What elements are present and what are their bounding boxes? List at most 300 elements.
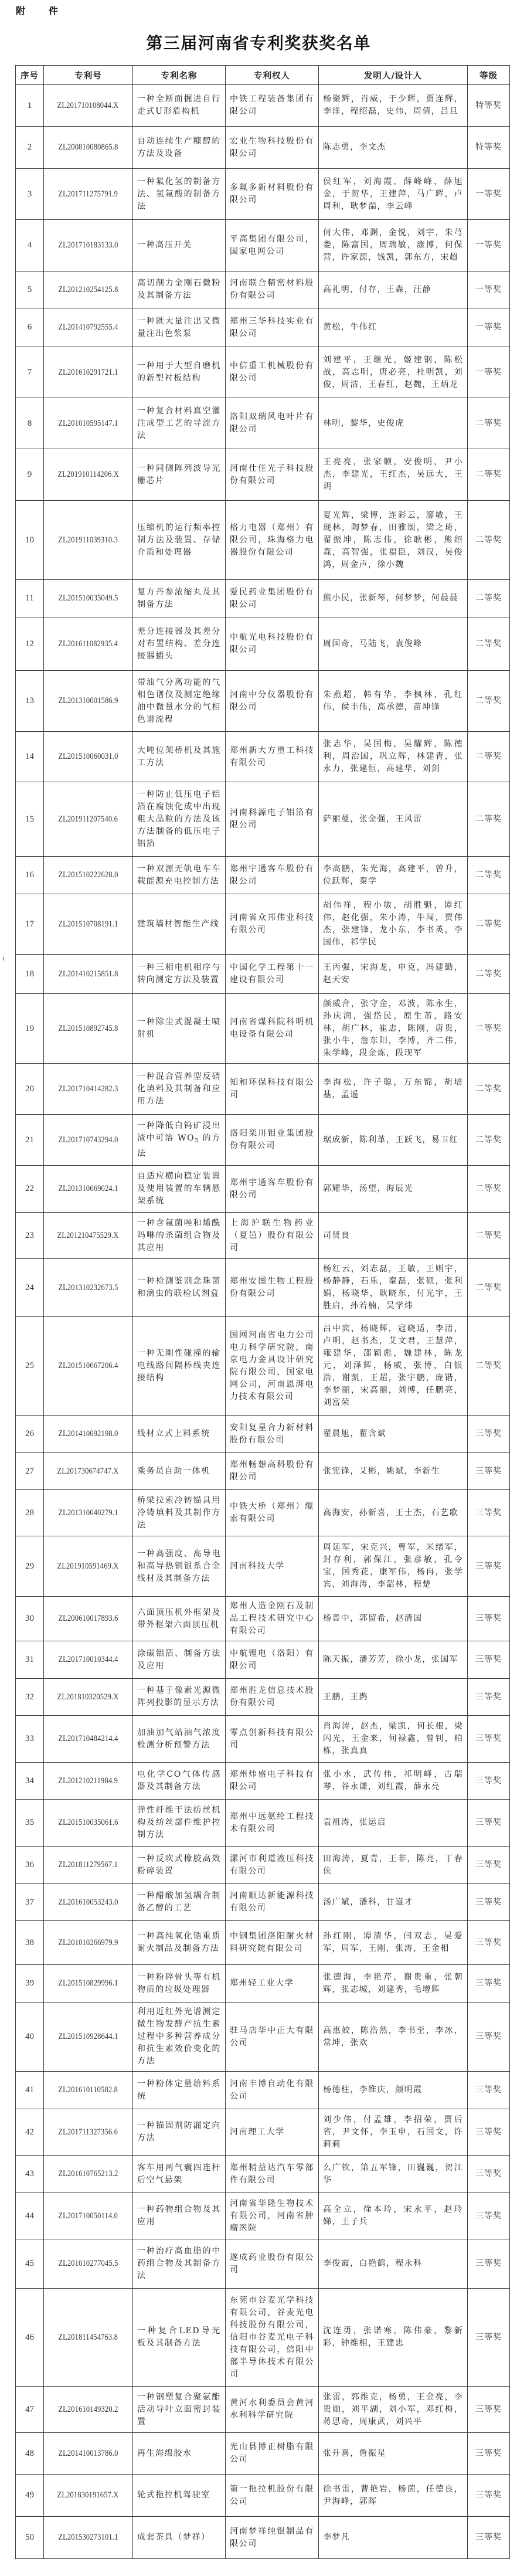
patentee-cell: 知和环保科技有限公司 (226, 1064, 319, 1115)
patent-name-cell: 一种复合材料真空灌注成型工艺的导流方法 (133, 398, 226, 449)
patentee-cell: 洛阳栾川钼业集团股份有限公司 (226, 1115, 319, 1166)
table-row (16, 220, 510, 271)
inventors-cell: 刘建平，王继光，姬建钢，陈松战，高志明，唐必亮，杜明凯，刘俊，周洁，王春红，赵魏，王炳龙 (319, 347, 468, 398)
patentee-cell: 河南科技大学 (226, 1536, 319, 1597)
patent-name-cell: 一种用于大型自磨机的新型衬板结构 (133, 347, 226, 398)
grade-cell: 二等奖 (468, 732, 510, 782)
inventors-cell: 孙红刚，谭清华，闫双志，吴爱军，周军，王刚，张涛，王金相 (319, 1921, 468, 1965)
table-row (16, 1763, 510, 1800)
patent-no-text: ZL201911207540.6 (58, 814, 118, 824)
patentee-cell: 郑州三华科技实业有限公司 (226, 308, 319, 347)
table-row (16, 1679, 510, 1716)
table-row (16, 782, 510, 857)
table-row (16, 2289, 510, 2387)
table-row (16, 1536, 510, 1597)
patent-name-cell: 差分连接器及其差分对布置结构、差分连接器插头 (133, 617, 226, 671)
header-patent-name: 专利名称 (133, 66, 226, 85)
table-row (16, 732, 510, 782)
patent-name-cell: 一种复合LED导光板及其制备方法 (133, 2289, 226, 2387)
serial-no-cell: 34 (16, 1763, 44, 1800)
serial-no-cell: 45 (16, 2239, 44, 2289)
patentee-cell: 河南中分仪器股份有限公司 (226, 671, 319, 732)
serial-no-cell: 17 (16, 894, 44, 955)
patent-no-text: ZL201710484214.4 (58, 1734, 118, 1743)
patent-no-cell (44, 2239, 133, 2289)
patent-name-cell: 一种高强度、高导电和高导热铜银系合金线材及其制备方法 (133, 1536, 226, 1597)
patent-no-cell (44, 894, 133, 955)
table-row (16, 894, 510, 955)
patentee-cell: 中铁工程装备集团有限公司 (226, 85, 319, 127)
grade-cell: 三等奖 (468, 1490, 510, 1536)
patent-name-cell: 一种防止低压电子铝箔在腐蚀化成中出现粗大晶粒的方法及该方法制备的低压电子铝箔 (133, 782, 226, 857)
grade-cell: 三等奖 (468, 2289, 510, 2387)
serial-no-cell: 9 (16, 449, 44, 501)
inventors-cell: 杨德柱，李维庆，颜明霞 (319, 2072, 468, 2109)
serial-no-cell: 42 (16, 2109, 44, 2156)
grade-cell: 二等奖 (468, 955, 510, 994)
table-row (16, 169, 510, 220)
patentee-cell: 郑州人造金刚石及制品工程技术研究中心有限公司 (226, 1597, 319, 1641)
patent-no-text: ZL201811454763.8 (58, 2332, 118, 2342)
patent-no-text: ZL201510060031.0 (58, 752, 118, 761)
patent-no-text: ZL201910114206.X (57, 470, 119, 479)
table-row (16, 1115, 510, 1166)
inventors-cell: 张宪锋，艾彬，姚斌，李新生 (319, 1453, 468, 1490)
table-row (16, 1800, 510, 1847)
serial-no-cell: 30 (16, 1597, 44, 1641)
patentee-cell: 遂成药业股份有限公司 (226, 2239, 319, 2289)
serial-no-cell: 14 (16, 732, 44, 782)
patent-name-cell: 自动连续生产糠醇的方法及设备 (133, 127, 226, 169)
serial-no-cell: 22 (16, 1166, 44, 1213)
patentee-cell: 黄河水利委员会黄河水利科学研究院 (226, 2387, 319, 2433)
serial-no-cell: 19 (16, 994, 44, 1064)
header-inventors: 发明人/设计人 (319, 66, 468, 85)
patentee-cell: 零点创新科技有限公司 (226, 1716, 319, 1763)
inventors-cell: 张德海，李艳芹，谢贵重，张朝辉，张志城，刘建秀，毛增辉 (319, 1965, 468, 2003)
grade-cell: 三等奖 (468, 2109, 510, 2156)
grade-cell: 二等奖 (468, 580, 510, 617)
patent-name-cell: 一种降低白钨矿浸出渣中可溶 $WO_3$ 的方法 (133, 1115, 226, 1166)
patent-no-text: ZL201510892745.8 (58, 1023, 118, 1033)
patent-name-cell: 一种氟化氢的制备方法、氢氟酸的制备方法 (133, 169, 226, 220)
inventors-cell: 肖海涛，赵杰，梁凯，何长根，梁闪光，王金来，何禄鑫，曾钊，柏栋，张真真 (319, 1716, 468, 1763)
patentee-cell: 光山县博正树脂有限公司 (226, 2433, 319, 2475)
patent-no-cell (44, 1064, 133, 1115)
patent-name-cell: 线材立式上料系统 (133, 1416, 226, 1453)
serial-no-cell: 1 (16, 85, 44, 127)
table-row (16, 449, 510, 501)
serial-no-cell: 39 (16, 1965, 44, 2003)
patent-no-text: ZL201610110582.8 (58, 2085, 118, 2095)
patent-name-cell: 一种反吹式橡胶高效粉碎装置 (133, 1847, 226, 1884)
grade-cell: 三等奖 (468, 1641, 510, 1679)
patentee-cell: 中钢集团洛阳耐火材料研究院有限公司 (226, 1921, 319, 1965)
patent-no-cell (44, 449, 133, 501)
patent-no-text: ZL201510035049.5 (58, 593, 118, 603)
patentee-cell: 东莞市谷麦光学科技有限公司，谷麦光电科技股份有限公司，信阳市谷麦光电子科技有限公司，信阳中部半导体技术有限公司 (226, 2289, 319, 2387)
grade-cell: 二等奖 (468, 1259, 510, 1317)
patent-name-cell: 桥梁拉索冷铸锚具用冷铸填料及其制作方法 (133, 1490, 226, 1536)
inventors-cell: 郭耀华，汤望，海辰光 (319, 1166, 468, 1213)
inventors-cell: 李海松，许子聪，万东锦，胡培基，孟遥 (319, 1064, 468, 1115)
table-row (16, 671, 510, 732)
patentee-cell: 郑州精益达汽车零部件有限公司 (226, 2156, 319, 2193)
patent-no-text: ZL201510667206.4 (58, 1361, 118, 1370)
serial-no-cell: 35 (16, 1800, 44, 1847)
inventors-cell: 夏光辉，梁博，连彩云，廖敏，王现林，陶梦春，田雅颂，梁之琦，翟振坤，陈志伟，徐耿彬，熊绍森，高智强，张福臣，刘汉，吴俊鸿，周金声，徐小魏 (319, 501, 468, 580)
patent-no-text: ZL201410792555.4 (58, 323, 118, 332)
patent-no-text: ZL201710414282.3 (58, 1084, 118, 1094)
patentee-cell: 格力电器（郑州）有限公司，珠海格力电器股份有限公司 (226, 501, 319, 580)
grade-cell: 一等奖 (468, 347, 510, 398)
table-row (16, 127, 510, 169)
serial-no-cell: 27 (16, 1453, 44, 1490)
inventors-cell: 高惠姣，陈浩然，李书至，李冰，常坤，张欢 (319, 2003, 468, 2072)
patent-no-text: ZL201410215851.8 (58, 969, 118, 979)
patent-no-cell (44, 1921, 133, 1965)
serial-no-cell: 50 (16, 2517, 44, 2559)
table-row (16, 1317, 510, 1416)
patent-no-text: ZL201610765213.2 (58, 2169, 118, 2178)
grade-cell: 三等奖 (468, 2475, 510, 2517)
patent-no-cell (44, 1536, 133, 1597)
serial-no-cell: 26 (16, 1416, 44, 1453)
inventors-cell: 沈连勇，张诺寒，陈伟豪，黎新彩，钟维相，王建忠 (319, 2289, 468, 2387)
patentee-cell: 第一拖拉机股份有限公司 (226, 2475, 319, 2517)
grade-cell: 一等奖 (468, 169, 510, 220)
patent-no-text: ZL201711327356.6 (58, 2127, 118, 2137)
grade-cell: 一等奖 (468, 308, 510, 347)
patent-name-cell: 一种既大量注出又微量注出色浆泵 (133, 308, 226, 347)
grade-cell: 三等奖 (468, 1679, 510, 1716)
inventors-cell: 张小水，武传伟，祁明峰，古瑞琴，谷永谦，刘红霞，薛永亮 (319, 1763, 468, 1800)
patent-no-text: ZL201210211984.9 (58, 1776, 118, 1786)
patent-no-text: ZL201610053243.0 (58, 1897, 118, 1907)
serial-no-cell: 36 (16, 1847, 44, 1884)
inventors-cell: 颜威合，张守金，邓波，陈永生，孙庆润，强岱民，原生芾，路安林，胡广林，崔忠，陈刚，唐贵，张小牛，詹东阳，李博，齐二伟，朱学峰，段金炼，段现军 (319, 994, 468, 1064)
patentee-cell: 郑州炜盛电子科技有限公司 (226, 1763, 319, 1800)
patent-no-cell (44, 271, 133, 308)
serial-no-cell: 24 (16, 1259, 44, 1317)
grade-cell: 三等奖 (468, 1716, 510, 1763)
patent-no-text: ZL201310669024.1 (58, 1184, 118, 1193)
patent-no-text: ZL201710183133.0 (58, 240, 118, 250)
patentee-cell: 安阳复星合力新材料股份有限公司 (226, 1416, 319, 1453)
patent-no-text: ZL201310001586.9 (58, 696, 118, 705)
grade-cell: 二等奖 (468, 1166, 510, 1213)
grade-cell: 二等奖 (468, 1064, 510, 1115)
patent-name-cell: 一种检测鉴别念珠菌和滴虫的联检试剂盒 (133, 1259, 226, 1317)
patent-no-cell (44, 580, 133, 617)
table-row (16, 2387, 510, 2433)
patent-no-cell (44, 857, 133, 894)
grade-cell: 二等奖 (468, 894, 510, 955)
table-row (16, 1597, 510, 1641)
patent-name-cell: 一种醋酸加氢耦合制备乙醇的工艺 (133, 1884, 226, 1921)
patentee-cell: 上海沪联生物药业（夏邑）股份有限公司 (226, 1213, 319, 1259)
patent-no-cell (44, 994, 133, 1064)
patent-no-cell (44, 1800, 133, 1847)
grade-cell: 二等奖 (468, 398, 510, 449)
patent-no-text: ZL201530273101.1 (58, 2533, 118, 2542)
patent-no-text: ZL200610017893.6 (58, 1614, 118, 1623)
header-patent-no: 专利号 (44, 66, 133, 85)
patentee-cell: 平高集团有限公司，国家电网公司 (226, 220, 319, 271)
patentee-cell: 洛阳双瑞风电叶片有限公司 (226, 398, 319, 449)
patent-no-cell (44, 1965, 133, 2003)
patent-no-text: ZL201510708191.1 (58, 919, 118, 929)
patent-name-cell: 一种无刚性碰撞的输电线路间隔棒线夹连接结构 (133, 1317, 226, 1416)
table-body (16, 85, 510, 2559)
inventors-cell: 汤广斌，潘科，甘道才 (319, 1884, 468, 1921)
patent-name-cell: 一种高压开关 (133, 220, 226, 271)
inventors-cell: 刘少伟，付孟雄，李招荣，贾后省，尹文怀，李玉申，石国文，许莉莉 (319, 2109, 468, 2156)
serial-no-cell: 46 (16, 2289, 44, 2387)
table-row (16, 617, 510, 671)
patent-no-cell (44, 1884, 133, 1921)
table-row (16, 1064, 510, 1115)
grade-cell: 三等奖 (468, 2239, 510, 2289)
grade-cell: 特等奖 (468, 85, 510, 127)
table-row (16, 580, 510, 617)
grade-cell: 一等奖 (468, 220, 510, 271)
patentee-cell: 中航光电科技股份有限公司 (226, 617, 319, 671)
table-row (16, 85, 510, 127)
serial-no-cell: 23 (16, 1213, 44, 1259)
patentee-cell: 河南省煤科院科明机电设备有限公司 (226, 994, 319, 1064)
table-row (16, 1213, 510, 1259)
inventors-cell: 杨晋中，郭留希，赵清国 (319, 1597, 468, 1641)
patentee-cell: 漯河市利道液压科技有限公司 (226, 1847, 319, 1884)
patent-no-cell (44, 2517, 133, 2559)
grade-cell: 二等奖 (468, 782, 510, 857)
patent-no-cell (44, 1679, 133, 1716)
patent-name-cell: 加油加气站油气浓度检测分析预警方法 (133, 1716, 226, 1763)
patent-no-cell (44, 617, 133, 671)
grade-cell: 二等奖 (468, 671, 510, 732)
patent-no-cell (44, 2433, 133, 2475)
grade-cell: 三等奖 (468, 1416, 510, 1453)
patent-no-text: ZL201510829996.1 (58, 1978, 118, 1988)
patent-no-cell (44, 501, 133, 580)
patentee-cell: 郑州轻工业大学 (226, 1965, 319, 2003)
patent-no-cell (44, 782, 133, 857)
inventors-cell: 胡伟祥，程小敏，胡胜魁，谭红伟，赵化强，朱小涛，牛闯，贾伟杰，张建锋，龙小东，李书英，李国伟，祁学民 (319, 894, 468, 955)
patentee-cell: 宏业生物科技股份有限公司 (226, 127, 319, 169)
serial-no-cell: 48 (16, 2433, 44, 2475)
scan-artifact-mark (3, 957, 4, 961)
patent-no-text: ZL201510035061.6 (58, 1818, 118, 1827)
table-header-row (16, 66, 510, 85)
patent-no-text: ZL201730674747.X (57, 1466, 119, 1476)
inventors-cell: 朱燕超，韩有华，李枫林，孔红伟，侯丰伟，高承德，苗坤锋 (319, 671, 468, 732)
patent-no-cell (44, 1317, 133, 1416)
table-row (16, 1490, 510, 1536)
inventors-cell: 司贤良 (319, 1213, 468, 1259)
patent-no-text: ZL201510928644.1 (58, 2032, 118, 2041)
patent-no-text: ZL201010595147.1 (58, 418, 118, 428)
table-row (16, 1716, 510, 1763)
patent-name-cell: 一种治疗高血脂的中药组合物及其制备方法 (133, 2239, 226, 2289)
patent-no-text: ZL201310040279.1 (58, 1508, 118, 1518)
serial-no-cell: 21 (16, 1115, 44, 1166)
inventors-cell: 杨聚辉，肖威，于少辉，贾连辉，李洋，程绍磊，史伟，周倩，吕旦 (319, 85, 468, 127)
table-row (16, 2517, 510, 2559)
inventors-cell: 翟晨旭，翟含斌 (319, 1416, 468, 1453)
patent-no-cell (44, 2156, 133, 2193)
serial-no-cell: 3 (16, 169, 44, 220)
patent-name-cell: 一种全断面掘进自行走式U形盾构机 (133, 85, 226, 127)
patentee-cell: 郑州宇通客车股份有限公司 (226, 857, 319, 894)
patent-no-cell (44, 1763, 133, 1800)
inventors-cell: 周延军，宋克兴，曹军，米绪军，封存利，郭保江，张彦敏，孔令宝，国秀花，康军伟，杨冉，张学宾，刘海涛，李韶林，程楚 (319, 1536, 468, 1597)
patent-name-cell: 大吨位架桥机及其施工方法 (133, 732, 226, 782)
serial-no-cell: 49 (16, 2475, 44, 2517)
table-row (16, 1641, 510, 1679)
inventors-cell: 李高鹏，朱光海，高建平，曾升，位跃辉，秦学 (319, 857, 468, 894)
grade-cell: 三等奖 (468, 2193, 510, 2239)
grade-cell: 三等奖 (468, 2072, 510, 2109)
table-row (16, 271, 510, 308)
patent-name-cell: 成套茶具（梦祥） (133, 2517, 226, 2559)
patent-no-cell (44, 85, 133, 127)
patent-name-cell: 弹性纤维干法纺丝机构及纺丝部件维护控制方法 (133, 1800, 226, 1847)
serial-no-cell: 43 (16, 2156, 44, 2193)
inventors-cell: 黄松，牛伟红 (319, 308, 468, 347)
patent-no-text: ZL201610291721.1 (58, 367, 118, 377)
patent-no-cell (44, 1597, 133, 1641)
patent-no-text: ZL201711275791.9 (58, 189, 118, 199)
grade-cell: 二等奖 (468, 1213, 510, 1259)
inventors-cell: 陈志勇，李文杰 (319, 127, 468, 169)
patent-name-cell: 利用近红外光谱测定微生物发酵产抗生素过程中多种营养成分和抗生素效价变化的方法 (133, 2003, 226, 2072)
inventors-cell: 王丙强，宋海龙，申克，冯建勤，赵天安 (319, 955, 468, 994)
table-row (16, 2072, 510, 2109)
patent-no-cell (44, 2387, 133, 2433)
patent-no-text: ZL201410013786.0 (58, 2448, 118, 2458)
patent-no-cell (44, 1213, 133, 1259)
inventors-cell: 熊小民，张新琴，何梦梦，何晨晨 (319, 580, 468, 617)
header-patentee: 专利权人 (226, 66, 319, 85)
patent-no-text: ZL201911039310.3 (58, 535, 118, 545)
grade-cell: 三等奖 (468, 1884, 510, 1921)
serial-no-cell: 47 (16, 2387, 44, 2433)
page-title: 第三届河南省专利奖获奖名单 (146, 33, 371, 53)
serial-no-cell: 16 (16, 857, 44, 894)
inventors-cell: 袁祖涛，张运启 (319, 1800, 468, 1847)
patentee-cell: 中国化学工程第十一建设有限公司 (226, 955, 319, 994)
serial-no-cell: 11 (16, 580, 44, 617)
patentee-cell: 中铁大桥（郑州）缆索有限公司 (226, 1490, 319, 1536)
patent-name-cell: 一种除尘式混凝土喷射机 (133, 994, 226, 1064)
table-row (16, 2239, 510, 2289)
patent-no-cell (44, 347, 133, 398)
inventors-cell: 高全立，徐本玲，宋永平，赵玲娣，王子兵 (319, 2193, 468, 2239)
patent-name-cell: 一种高纯氧化锆重质耐火制品及制备方法 (133, 1921, 226, 1965)
table-row (16, 2475, 510, 2517)
patent-no-cell (44, 955, 133, 994)
grade-cell: 三等奖 (468, 1536, 510, 1597)
header-grade: 等级 (468, 66, 510, 85)
patent-no-cell (44, 127, 133, 169)
table-row (16, 1847, 510, 1884)
patentee-cell: 河南联合精密材料股份有限公司 (226, 271, 319, 308)
grade-cell: 二等奖 (468, 1115, 510, 1166)
patent-no-text: ZL201210254125.8 (58, 284, 118, 294)
grade-cell: 三等奖 (468, 2387, 510, 2433)
patent-no-cell (44, 1453, 133, 1490)
grade-cell: 二等奖 (468, 1317, 510, 1416)
patent-no-cell (44, 398, 133, 449)
serial-no-cell: 31 (16, 1641, 44, 1679)
serial-no-cell: 4 (16, 220, 44, 271)
serial-no-cell: 10 (16, 501, 44, 580)
patent-no-cell (44, 1416, 133, 1453)
table-row (16, 308, 510, 347)
grade-cell: 二等奖 (468, 449, 510, 501)
serial-no-cell: 5 (16, 271, 44, 308)
patent-no-cell (44, 732, 133, 782)
patent-name-cell: 六面顶压机外框架及带外框架六面顶压机 (133, 1597, 226, 1641)
patent-name-cell: 高切削力金刚石微粉及其制备方法 (133, 271, 226, 308)
patent-no-text: ZL201830191657.X (57, 2490, 119, 2500)
patent-no-cell (44, 2003, 133, 2072)
patentee-cell: 中航锂电（洛阳）有限公司 (226, 1641, 319, 1679)
patent-no-cell (44, 1641, 133, 1679)
patent-name-cell: 一种三相电机相序与转向测定方法及装置 (133, 955, 226, 994)
patent-name-cell: 再生海绵胶水 (133, 2433, 226, 2475)
patent-no-cell (44, 1716, 133, 1763)
table-row (16, 2003, 510, 2072)
serial-no-cell: 13 (16, 671, 44, 732)
grade-cell: 二等奖 (468, 994, 510, 1064)
patent-no-text: ZL201710108044.X (57, 100, 119, 110)
patentee-cell: 郑州安图生物工程股份有限公司 (226, 1259, 319, 1317)
patent-name-cell: 轮式拖拉机驾驶室 (133, 2475, 226, 2517)
serial-no-cell: 40 (16, 2003, 44, 2072)
patent-name-cell: 一种锚固剂防漏定向方法 (133, 2109, 226, 2156)
serial-no-cell: 37 (16, 1884, 44, 1921)
patentee-cell: 河南顺达新能源科技有限公司 (226, 1884, 319, 1921)
inventors-cell: 周国奇，马陆飞，袁俊峰 (319, 617, 468, 671)
grade-cell: 二等奖 (468, 501, 510, 580)
patentee-cell: 河南省华隆生物技术有限公司，河南省肿瘤医院 (226, 2193, 319, 2239)
patent-name-cell: 自适应横向稳定装置及使用装置的车辆悬架系统 (133, 1166, 226, 1213)
inventors-cell: 么广钦，第五军锋，田巍巍，贺江华 (319, 2156, 468, 2193)
patentee-cell: 郑州畅想高科股份有限公司 (226, 1453, 319, 1490)
patent-no-text: ZL201710050114.0 (58, 2211, 118, 2221)
table-row (16, 994, 510, 1064)
patentee-cell: 郑州中远氨纶工程技术有限公司 (226, 1800, 319, 1847)
patent-name-cell: 压缩机的运行频率控制方法及装置、存储介质和处理器 (133, 501, 226, 580)
inventors-cell: 徐书雷，曹艳岩，杨茵，任德良，尹海峰，郭晖 (319, 2475, 468, 2517)
table-row (16, 1166, 510, 1213)
patent-name-cell: 建筑墙材智能生产线 (133, 894, 226, 955)
grade-cell: 三等奖 (468, 1453, 510, 1490)
patent-name-cell: 乘务员自助一体机 (133, 1453, 226, 1490)
serial-no-cell: 8 (16, 398, 44, 449)
patent-no-text: ZL201410092198.0 (58, 1429, 118, 1438)
awards-table (15, 65, 510, 2559)
inventors-cell: 王亮亮，张家顺，安俊明，尹小杰，李建光，王红杰，吴远大，王玥 (319, 449, 468, 501)
inventors-cell: 琚成新，陈利革，王跃飞，易卫红 (319, 1115, 468, 1166)
patent-no-text: ZL201310232673.5 (58, 1282, 118, 1292)
inventors-cell: 高海安，孙新喜，王士杰，石艺歌 (319, 1490, 468, 1536)
patent-name-cell: 一种混合营养型反硝化填料及其制备和应用方法 (133, 1064, 226, 1115)
patent-no-text: ZL200810080865.8 (58, 142, 118, 152)
inventors-cell: 侯红军，刘海霞，薛峰峰，薛旭金，于贺华，王建萍，马广辉，卢周利，耿梦湍，李云峰 (319, 169, 468, 220)
